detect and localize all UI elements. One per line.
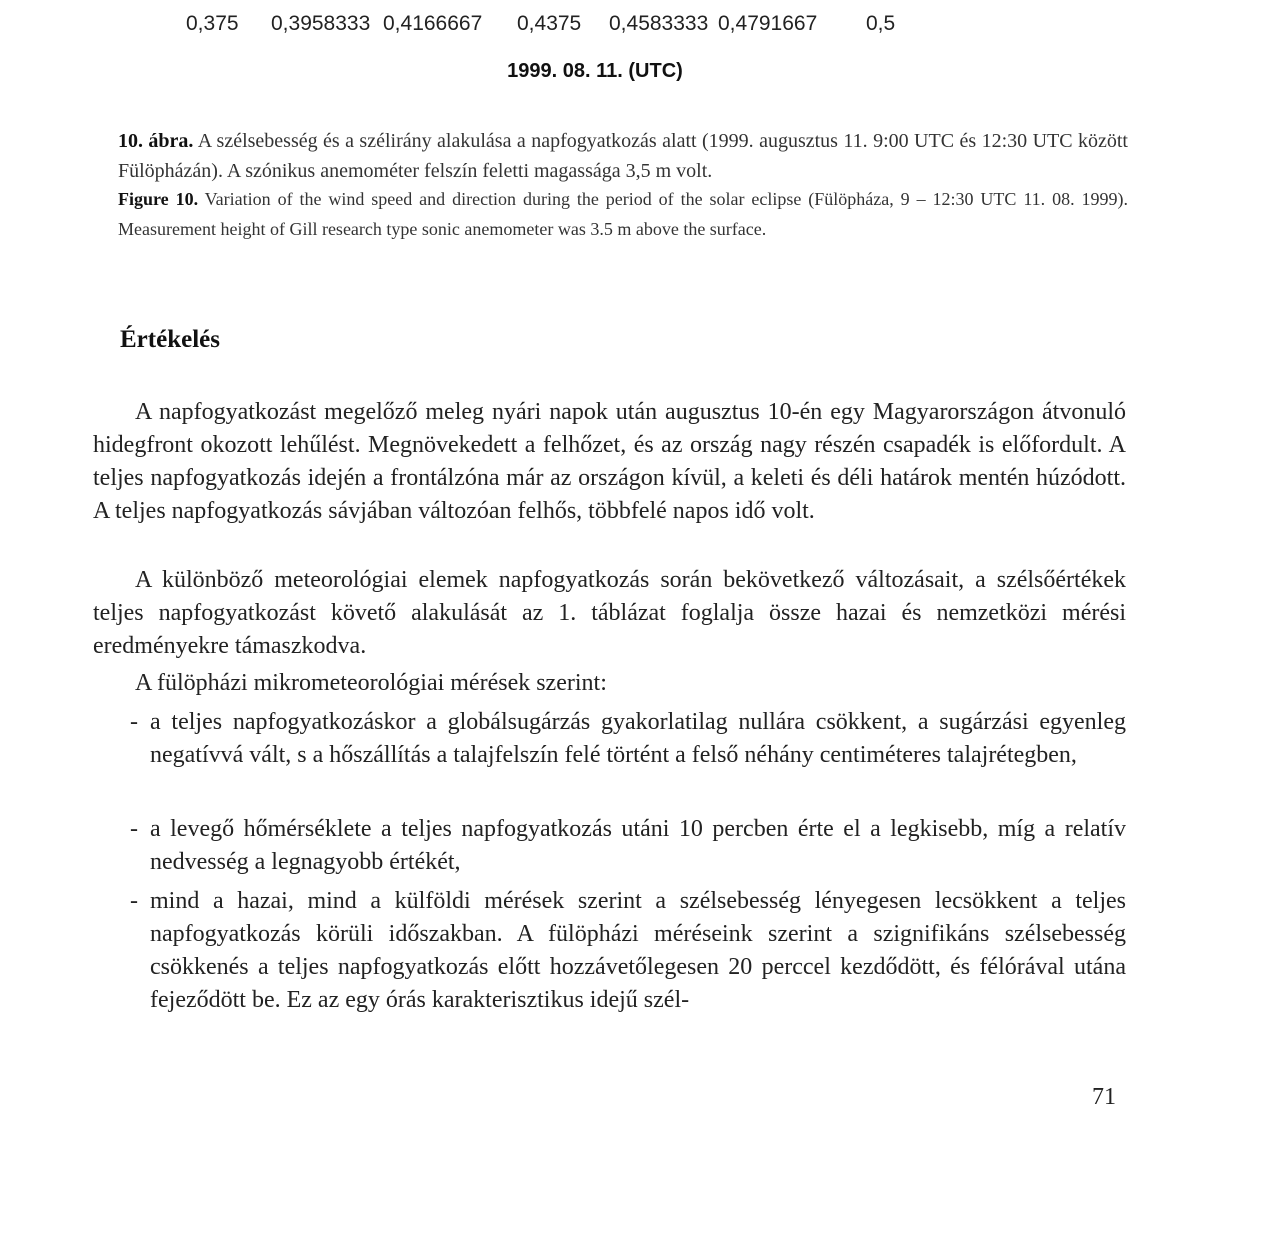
x-tick-label: 0,5	[866, 12, 896, 35]
bullet-marker: -	[130, 816, 138, 842]
list-item	[130, 706, 1126, 772]
figure-x-axis-label: 1999. 08. 11. (UTC)	[507, 60, 683, 82]
body-paragraph	[93, 564, 1126, 663]
paragraph-text: A fülöpházi mikrometeorológiai mérések szerint:	[135, 670, 607, 696]
list-item-text: a teljes napfogyatkozáskor a globálsugárzás gyakorlatilag nullára csökkent, a sugárzási egyenleg negatívvá vált, s a hőszállítás a talajfelszín felé történt a felső néhány centiméteres talajrétegben,	[150, 709, 1126, 768]
caption-text-hu: A szélsebesség és a szélirány alakulása a napfogyatkozás alatt (1999. augusztus 11. 9:00 UTC és 12:30 UTC között Fülöpházán). A szónikus anemométer felszín feletti magassága 3,5 m volt.	[118, 130, 1128, 182]
x-tick-label: 0,4375	[517, 12, 582, 35]
list-item-text: mind a hazai, mind a külföldi mérések szerint a szélsebesség lényegesen lecsökkent a teljes napfogyatkozás körüli időszakban. A fülöpházi méréseink szerint a szignifikáns szélsebesség csökkenés a teljes napfogyatkozás előtt hozzávetőlegesen 20 perccel kezdődött, és félórával utána fejeződött be. Ez az egy órás karakterisztikus idejű szél-	[150, 888, 1126, 1013]
body-paragraph	[93, 396, 1126, 528]
bullet-list	[130, 885, 1126, 1017]
bullet-list	[130, 813, 1126, 879]
caption-label-en: Figure 10.	[118, 189, 199, 209]
x-tick-label: 0,4583333	[609, 12, 709, 35]
body-paragraph	[93, 667, 1126, 700]
caption-label-hu: 10. ábra.	[118, 130, 194, 152]
page-number: 71	[1092, 1084, 1116, 1110]
figure-caption-hungarian	[118, 126, 1128, 186]
bullet-marker: -	[130, 888, 138, 914]
paragraph-text: A napfogyatkozást megelőző meleg nyári napok után augusztus 10-én egy Magyarországon átvonuló hidegfront okozott lehűlést. Megnövekedett a felhőzet, és az ország nagy részén csapadék is előfordult. A teljes napfogyatkozás idején a frontálzóna már az országon kívül, a keleti és déli határok mentén húzódott. A teljes napfogyatkozás sávjában változóan felhős, többfelé napos idő volt.	[93, 399, 1126, 524]
x-tick-label: 0,4791667	[718, 12, 818, 35]
bullet-marker: -	[130, 709, 138, 735]
section-heading: Értékelés	[120, 326, 220, 353]
paragraph-text: A különböző meteorológiai elemek napfogyatkozás során bekövetkező változásait, a szélsőértékek teljes napfogyatkozást követő alakulását az 1. táblázat foglalja össze hazai és nemzetközi mérési eredményekre támaszkodva.	[93, 567, 1126, 659]
x-tick-label: 0,3958333	[271, 12, 371, 35]
figure-caption-english	[118, 184, 1128, 244]
list-item	[130, 885, 1126, 1017]
x-tick-label: 0,4166667	[383, 12, 483, 35]
bullet-list	[130, 706, 1126, 772]
list-item	[130, 813, 1126, 879]
list-item-text: a levegő hőmérséklete a teljes napfogyatkozás utáni 10 percben érte el a legkisebb, míg a relatív nedvesség a legnagyobb értékét,	[150, 816, 1126, 875]
caption-text-en: Variation of the wind speed and direction during the period of the solar eclipse (Fülöpháza, 9 – 12:30 UTC 11. 08. 1999). Measurement height of Gill research type sonic anemometer was 3.5 m above the surface.	[118, 189, 1128, 239]
figure-x-axis-ticks	[0, 12, 1281, 42]
x-tick-label: 0,375	[186, 12, 239, 35]
